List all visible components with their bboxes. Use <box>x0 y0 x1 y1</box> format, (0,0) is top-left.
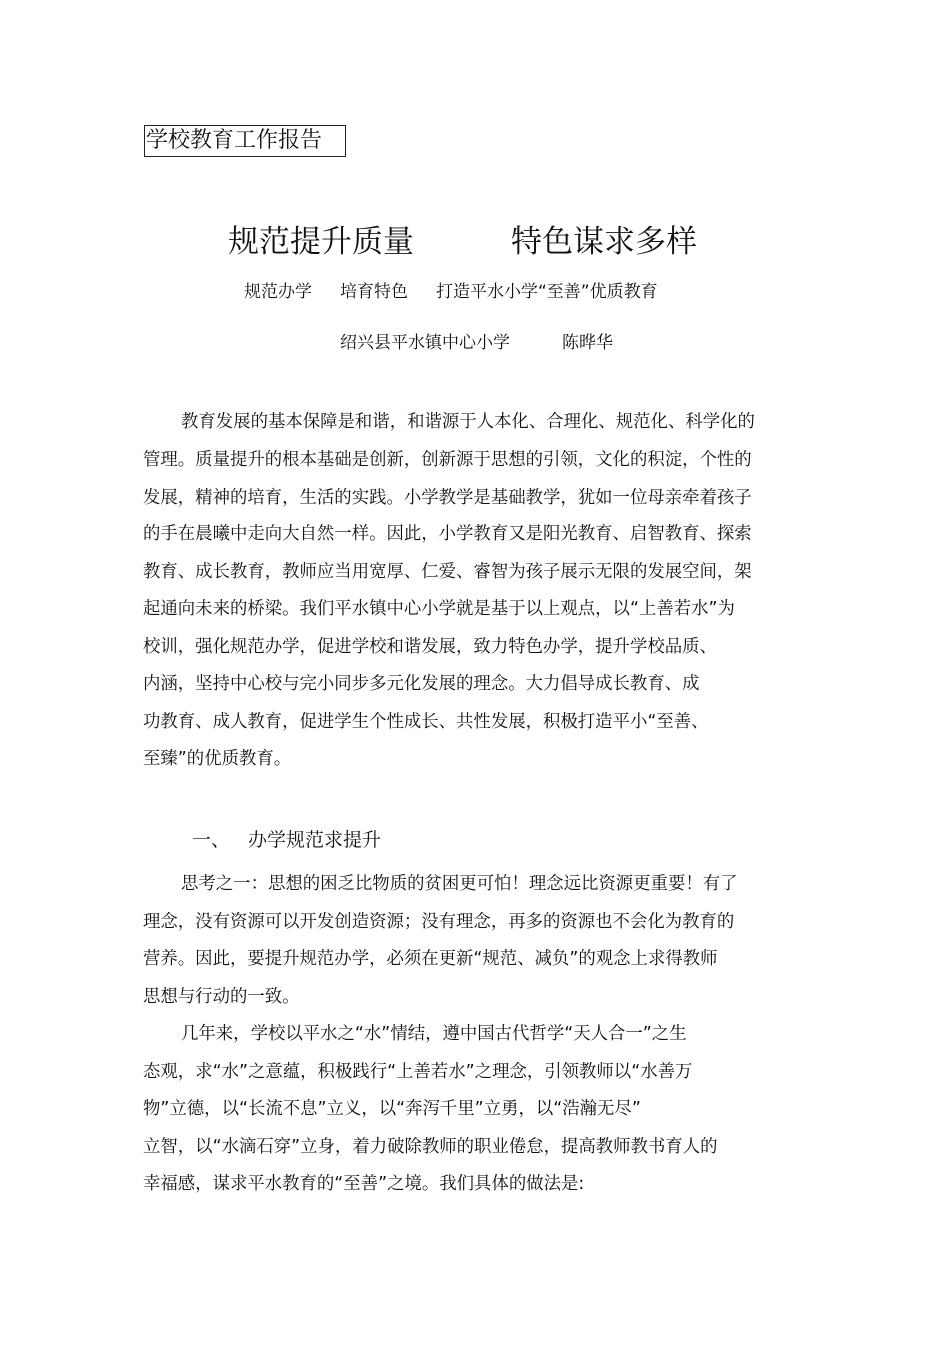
subtitle-part-2: 培育特色 <box>340 282 408 302</box>
author-name: 陈晔华 <box>562 333 613 353</box>
paragraph-line: 营养。因此，要提升规范办学，必须在更新“规范、减负”的观念上求得教师 <box>143 949 718 969</box>
section-number: 一、 <box>192 829 231 851</box>
intro-line: 内涵，坚持中心校与完小同步多元化发展的理念。大力倡导成长教育、成 <box>143 674 700 694</box>
main-title-right: 特色谋求多样 <box>511 224 697 260</box>
author-school: 绍兴县平水镇中心小学 <box>340 333 510 353</box>
paragraph-line: 幸福感，谋求平水教育的“至善”之境。我们具体的做法是: <box>143 1174 585 1194</box>
subtitle-part-3: 打造平水小学“至善”优质教育 <box>436 282 658 302</box>
document-type-label: 学校教育工作报告 <box>144 125 346 157</box>
intro-line: 教育、成长教育，教师应当用宽厚、仁爱、睿智为孩子展示无限的发展空间，架 <box>143 562 752 582</box>
paragraph-line: 思想与行动的一致。 <box>143 987 300 1007</box>
intro-line: 至臻”的优质教育。 <box>143 749 292 769</box>
intro-line: 管理。质量提升的根本基础是创新，创新源于思想的引领，文化的积淀，个性的 <box>143 450 752 470</box>
intro-line: 的手在晨曦中走向大自然一样。因此，小学教育又是阳光教育、启智教育、探索 <box>143 524 752 544</box>
paragraph-line: 立智，以“水滴石穿”立身，着力破除教师的职业倦怠，提高教师教书育人的 <box>143 1137 718 1157</box>
intro-line: 功教育、成人教育，促进学生个性成长、共性发展，积极打造平小“至善、 <box>143 712 709 732</box>
intro-line: 起通向未来的桥梁。我们平水镇中心小学就是基于以上观点，以“上善若水”为 <box>143 599 735 619</box>
intro-line: 教育发展的基本保障是和谐，和谐源于人本化、合理化、规范化、科学化的 <box>181 412 755 432</box>
paragraph-line: 理念，没有资源可以开发创造资源；没有理念，再多的资源也不会化为教育的 <box>143 912 735 932</box>
section-title: 办学规范求提升 <box>248 829 382 851</box>
paragraph-line: 态观，求“水”之意蕴，积极践行“上善若水”之理念，引领教师以“水善万 <box>143 1062 693 1082</box>
intro-line: 校训，强化规范办学，促进学校和谐发展，致力特色办学，提升学校品质、 <box>143 637 717 657</box>
paragraph-line: 思考之一：思想的困乏比物质的贫困更可怕！理念远比资源更重要！有了 <box>181 874 738 894</box>
main-title-left: 规范提升质量 <box>228 224 414 260</box>
paragraph-line: 几年来，学校以平水之“水”情结，遵中国古代哲学“天人合一”之生 <box>181 1024 687 1044</box>
subtitle-part-1: 规范办学 <box>244 282 312 302</box>
intro-line: 发展，精神的培育，生活的实践。小学教学是基础教学，犹如一位母亲牵着孩子 <box>143 488 752 508</box>
paragraph-line: 物”立德，以“长流不息”立义，以“奔泻千里”立勇，以“浩瀚无尽” <box>143 1099 641 1119</box>
